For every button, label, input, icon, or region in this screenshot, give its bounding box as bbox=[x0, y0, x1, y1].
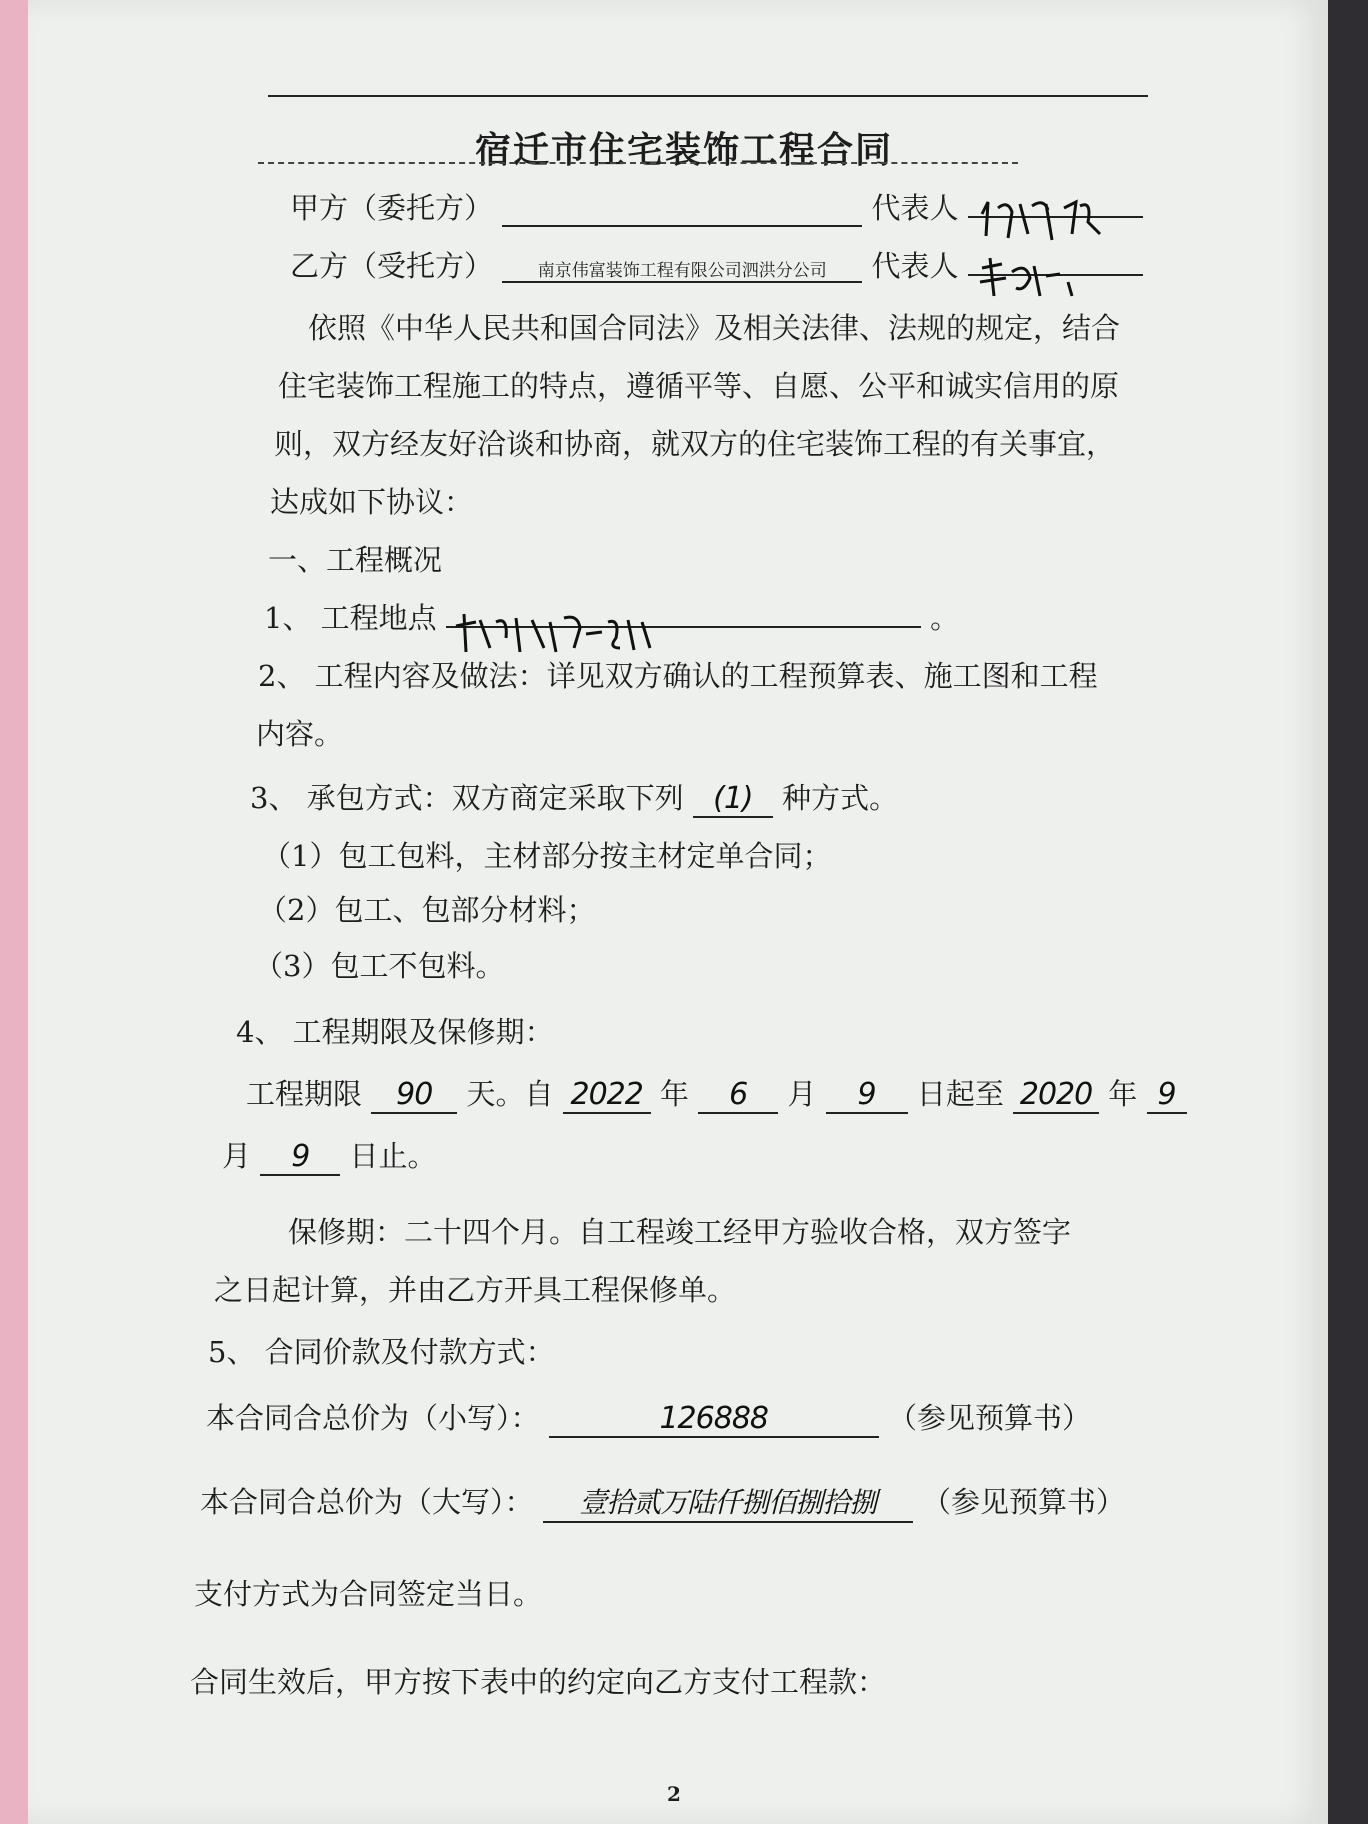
price-big-field: 壹拾贰万陆仟捌佰捌拾捌 bbox=[543, 1481, 913, 1523]
period-line-2 bbox=[222, 1134, 436, 1176]
period-days-field: 90 bbox=[371, 1077, 457, 1114]
start-month-unit: 月 bbox=[787, 1077, 817, 1111]
period-day-unit: 天。自 bbox=[466, 1077, 554, 1111]
start-day-text: 日起至 bbox=[916, 1077, 1004, 1111]
end-year-field: 2020 bbox=[1013, 1077, 1099, 1114]
party-b-rep-label: 代表人 bbox=[871, 249, 959, 283]
price-big-line bbox=[200, 1480, 1125, 1523]
party-b-label: 乙方（受托方） bbox=[290, 249, 494, 283]
end-month-unit: 月 bbox=[222, 1139, 252, 1173]
start-year-unit: 年 bbox=[659, 1077, 689, 1111]
end-text: 日止。 bbox=[349, 1139, 437, 1173]
effective-clause: 合同生效后，甲方按下表中的约定向乙方支付工程款： bbox=[190, 1665, 887, 1699]
price-small-field: 126888 bbox=[549, 1401, 879, 1438]
price-small-note: （参见预算书） bbox=[887, 1401, 1091, 1435]
start-year-field: 2022 bbox=[563, 1077, 651, 1114]
item-1-end: 。 bbox=[930, 601, 960, 635]
period-label: 工程期限 bbox=[246, 1077, 363, 1111]
option-2: （2）包工、包部分材料； bbox=[258, 893, 596, 927]
warranty-line-2: 之日起计算，并由乙方开具工程保修单。 bbox=[214, 1273, 737, 1307]
signature-mark bbox=[968, 252, 1138, 302]
end-month-field: 9 bbox=[1147, 1077, 1187, 1114]
item-5-heading: 5、 合同价款及付款方式： bbox=[208, 1335, 555, 1369]
party-b-rep-signature bbox=[968, 274, 1143, 276]
option-1: （1）包工包料，主材部分按主材定单合同； bbox=[262, 839, 832, 873]
section-1-heading: 一、工程概况 bbox=[268, 543, 443, 577]
start-day-field: 9 bbox=[826, 1077, 908, 1114]
item-3-line bbox=[250, 776, 898, 818]
item-2-line-2: 内容。 bbox=[256, 717, 344, 751]
party-b-line bbox=[290, 244, 1143, 285]
end-year-unit: 年 bbox=[1108, 1077, 1138, 1111]
period-line bbox=[246, 1072, 1187, 1114]
item-4-heading: 4、 工程期限及保修期： bbox=[236, 1015, 554, 1049]
contract-title: 宿迁市住宅装饰工程合同 bbox=[474, 129, 893, 171]
party-a-label: 甲方（委托方） bbox=[290, 191, 494, 225]
price-small-line bbox=[206, 1396, 1091, 1438]
intro-line-2: 住宅装饰工程施工的特点，遵循平等、自愿、公平和诚实信用的原 bbox=[278, 369, 1120, 403]
option-3: （3）包工不包料。 bbox=[254, 949, 505, 983]
item-1-line bbox=[264, 596, 959, 637]
item-3-label: 3、 承包方式：双方商定采取下列 bbox=[250, 781, 684, 815]
item-3-end: 种方式。 bbox=[782, 781, 899, 815]
item-1-label: 1、 工程地点 bbox=[264, 601, 437, 635]
price-small-label: 本合同合总价为（小写）： bbox=[206, 1401, 540, 1435]
top-rule bbox=[268, 95, 1148, 97]
title-dashed-rule bbox=[258, 162, 1018, 164]
handwritten-location bbox=[446, 608, 746, 658]
project-location-field bbox=[446, 626, 921, 628]
item-2-line-1: 2、 工程内容及做法：详见双方确认的工程预算表、施工图和工程 bbox=[258, 659, 1098, 693]
intro-line-4: 达成如下协议： bbox=[270, 485, 474, 519]
party-a-name-field bbox=[502, 191, 862, 227]
price-big-label: 本合同合总价为（大写）： bbox=[200, 1485, 534, 1519]
price-big-note: （参见预算书） bbox=[921, 1485, 1125, 1519]
start-month-field: 6 bbox=[698, 1077, 778, 1114]
intro-line-3: 则，双方经友好洽谈和协商，就双方的住宅装饰工程的有关事宜， bbox=[274, 427, 1116, 461]
party-a-rep-label: 代表人 bbox=[871, 191, 959, 225]
party-a-rep-signature bbox=[968, 216, 1143, 218]
signature-mark bbox=[968, 194, 1138, 244]
payment-method: 支付方式为合同签定当日。 bbox=[194, 1577, 543, 1611]
page-number: 2 bbox=[667, 1782, 681, 1806]
party-a-line bbox=[290, 186, 1143, 227]
warranty-line-1: 保修期：二十四个月。自工程竣工经甲方验收合格，双方签字 bbox=[288, 1215, 1072, 1249]
end-day-field: 9 bbox=[260, 1139, 340, 1176]
intro-line-1: 依照《中华人民共和国合同法》及相关法律、法规的规定，结合 bbox=[308, 311, 1121, 345]
party-b-name: 南京伟富装饰工程有限公司泗洪分公司 bbox=[502, 256, 862, 283]
contract-mode-field: (1) bbox=[693, 781, 773, 818]
